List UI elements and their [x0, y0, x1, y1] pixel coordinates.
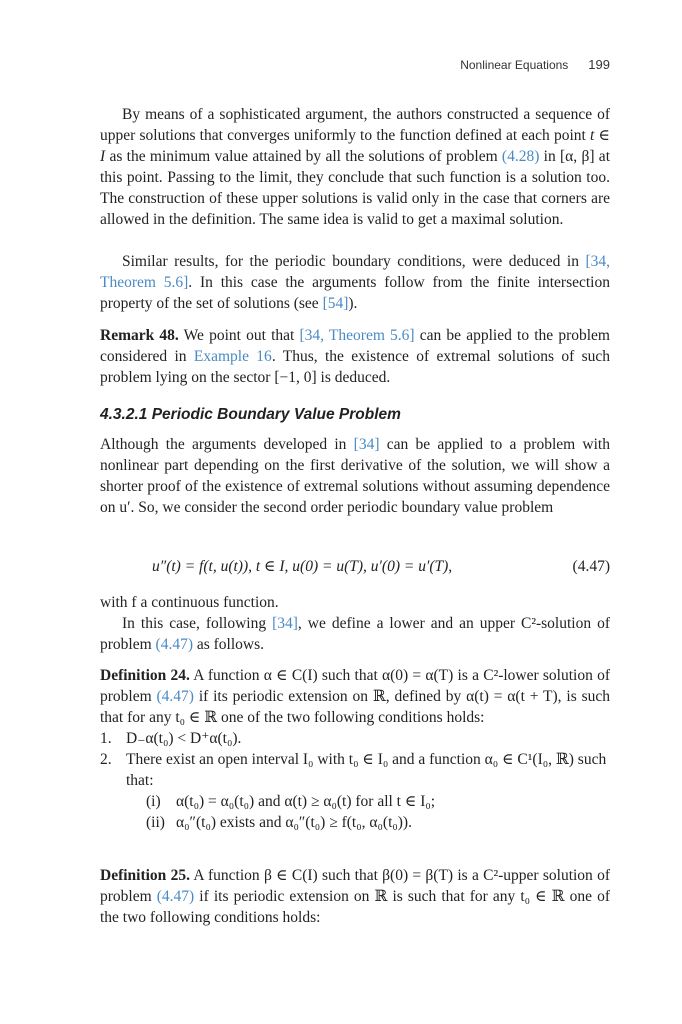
- ref-34-b[interactable]: [34]: [272, 615, 298, 632]
- equation-number: (4.47): [572, 558, 610, 575]
- list-item: 1. D₋α(t₀) < D⁺α(t₀).: [100, 730, 242, 747]
- definition-25: Definition 25. A function β ∈ C(I) such that β(0) = β(T) is a C²-upper solution of problem (4.47) if its periodic extension on ℝ is such that for any t₀ ∈ ℝ one of the two following conditions holds:: [100, 867, 611, 926]
- ref-eq-4-47[interactable]: (4.47): [155, 636, 193, 653]
- section-heading: 4.3.2.1 Periodic Boundary Value Problem: [100, 406, 401, 423]
- running-header: [460, 57, 610, 72]
- ref-eq-4-47-c[interactable]: (4.47): [156, 888, 195, 905]
- page-number: 199: [588, 57, 610, 72]
- equation-body: u″(t) = f(t, u(t)), t ∈ I, u(0) = u(T), u′(0) = u′(T),: [152, 558, 453, 575]
- ref-34[interactable]: [34]: [353, 436, 380, 453]
- ref-34-theorem-2[interactable]: [34, Theorem 5.6]: [299, 327, 415, 344]
- remark-label: Remark 48.: [100, 327, 179, 344]
- sub-list-item: (ii) α₀″(t₀) exists and α₀″(t₀) ≥ f(t₀, α₀(t₀)).: [146, 814, 412, 831]
- paragraph-2: Similar results, for the periodic boundary conditions, were deduced in [34, Theorem 5.6]. In this case the arguments follow from the finite intersection property of the set of solutions (see [54]).: [100, 253, 610, 312]
- paragraph-1: By means of a sophisticated argument, the authors constructed a sequence of upper solutions that converges uniformly to the function defined at each point t ∈ I as the minimum value attained by all the solutions of problem (4.28) in [α, β] at this point. Passing to the limit, they conclude that such function is a solution too. The construction of these upper solutions is valid only in the case that corners are allowed in the definition. The same idea is valid to get a maximal solution.: [100, 106, 611, 228]
- sub-list-item: (i) α(t₀) = α₀(t₀) and α(t) ≥ α₀(t) for all t ∈ I₀;: [146, 793, 436, 810]
- list-item: 2. There exist an open interval I₀ with t₀ ∈ I₀ and a function α₀ ∈ C¹(I₀, ℝ) such that:: [100, 751, 607, 789]
- definition-24-label: Definition 24.: [100, 667, 190, 684]
- definition-25-label: Definition 25.: [100, 867, 190, 884]
- paragraph-3: Although the arguments developed in [34] can be applied to a problem with nonlinear part depending on the first derivative of the solution, we will show a shorter proof of the existence of extremal solutions without assuming dependence on u′. So, we consider the second order periodic boundary value problem: [100, 436, 610, 516]
- ref-eq-4-47-b[interactable]: (4.47): [156, 688, 194, 705]
- ref-example-16[interactable]: Example 16: [193, 348, 272, 365]
- remark-48: Remark 48. We point out that [34, Theorem 5.6] can be applied to the problem considered in Example 16. Thus, the existence of extremal solutions of such problem lying on the sector [−1, 0] is deduced.: [100, 327, 611, 386]
- paragraph-5: In this case, following [34], we define a lower and an upper C²-solution of problem (4.47) as follows.: [100, 615, 610, 653]
- running-title: Nonlinear Equations: [460, 58, 569, 72]
- ref-34-theorem[interactable]: [34, Theorem 5.6]: [100, 253, 610, 291]
- ref-54[interactable]: [54]: [322, 295, 349, 312]
- equation-4-47: [100, 556, 610, 577]
- ref-eq-4-28[interactable]: (4.28): [501, 148, 540, 165]
- paragraph-4: with f a continuous function.: [100, 594, 279, 611]
- definition-24: Definition 24. A function α ∈ C(I) such that α(0) = α(T) is a C²-lower solution of problem (4.47) if its periodic extension on ℝ, defined by α(t) = α(t + T), is such that for any t₀ ∈ ℝ one of the two following conditions holds: 1. D₋α(t₀) < D⁺α(t₀). 2. There exist an open interval I₀ with t₀ ∈ I₀ and a function α₀ ∈ C¹(I₀, ℝ) such that: (i) α(t₀) = α₀(t₀) and α(t) ≥ α₀(t) for all t ∈ I₀; (ii) α₀″(t₀) exists and α₀″(t₀) ≥ f(t₀, α₀(t₀)).: [100, 667, 610, 831]
